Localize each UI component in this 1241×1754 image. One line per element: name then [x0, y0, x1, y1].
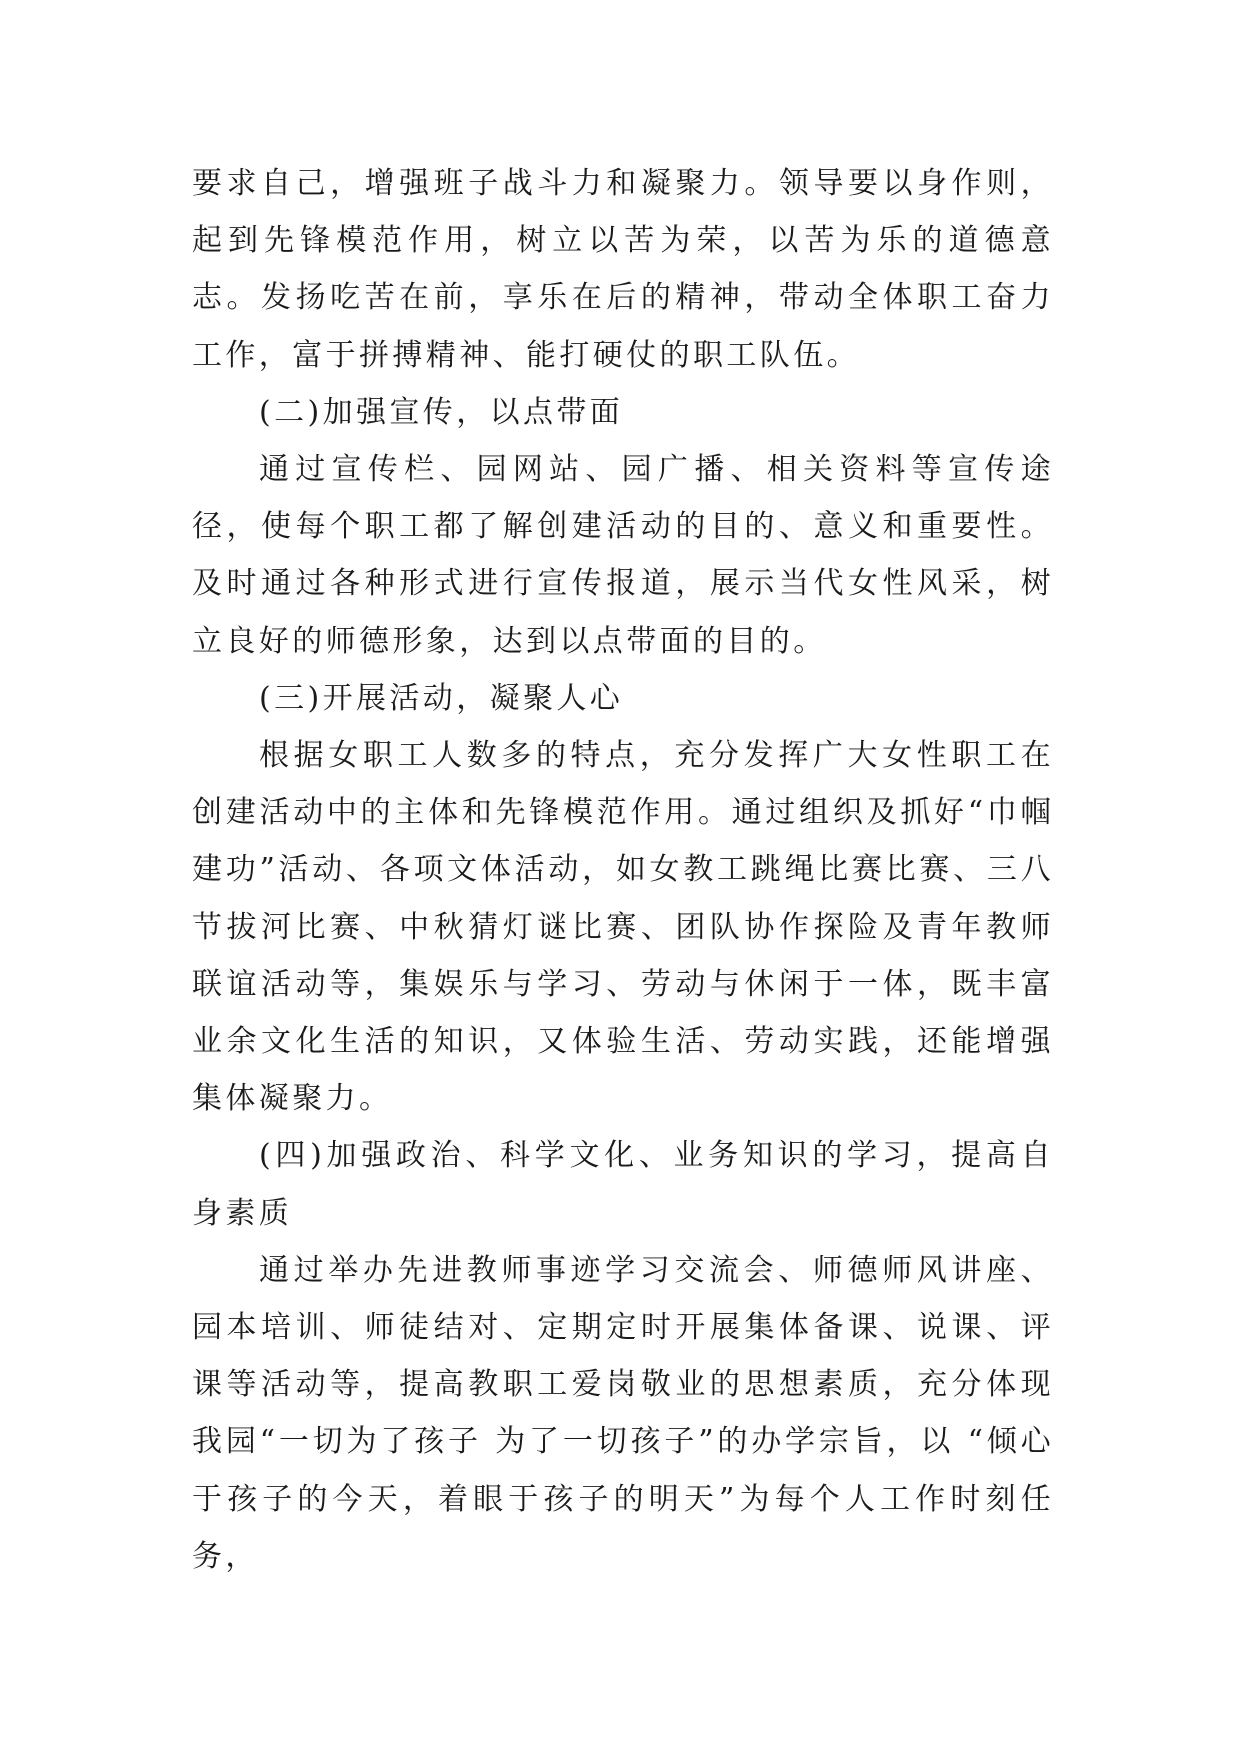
section-heading-2: (二)加强宣传，以点带面	[259, 394, 624, 430]
section-heading-4: (四)加强政治、科学文化、业务知识的学习，提高自身素质	[192, 1138, 1054, 1231]
section-heading-3: (三)开展活动，凝聚人心	[259, 680, 624, 716]
paragraph-activities: 根据女职工人数多的特点，充分发挥广大女性职工在创建活动中的主体和先锋模范作用。通过组织及抓好“巾帼建功”活动、各项文体活动，如女教工跳绳比赛比赛、三八节拔河比赛、中秋猜灯谜比赛、团队协作探险及青年教师联谊活动等，集娱乐与学习、劳动与休闲于一体，既丰富业余文化生活的知识，又体验生活、劳动实践，还能增强集体凝聚力。	[192, 738, 1054, 1117]
document-body	[192, 155, 1054, 1585]
paragraph-publicity: 通过宣传栏、园网站、园广播、相关资料等宣传途径，使每个职工都了解创建活动的目的、意义和重要性。及时通过各种形式进行宣传报道，展示当代女性风采，树立良好的师德形象，达到以点带面的目的。	[192, 452, 1054, 659]
paragraph-study: 通过举办先进教师事迹学习交流会、师德师风讲座、园本培训、师徒结对、定期定时开展集体备课、说课、评课等活动等，提高教职工爱岗敬业的思想素质，充分体现我园“一切为了孩子 为了一切孩子”的办学宗旨，以 “倾心于孩子的今天，着眼于孩子的明天”为每个人工作时刻任务，	[192, 1252, 1054, 1574]
paragraph-continued: 要求自己，增强班子战斗力和凝聚力。领导要以身作则，起到先锋模范作用，树立以苦为荣，以苦为乐的道德意志。发扬吃苦在前，享乐在后的精神，带动全体职工奋力工作，富于拼搏精神、能打硬仗的职工队伍。	[192, 166, 1054, 373]
